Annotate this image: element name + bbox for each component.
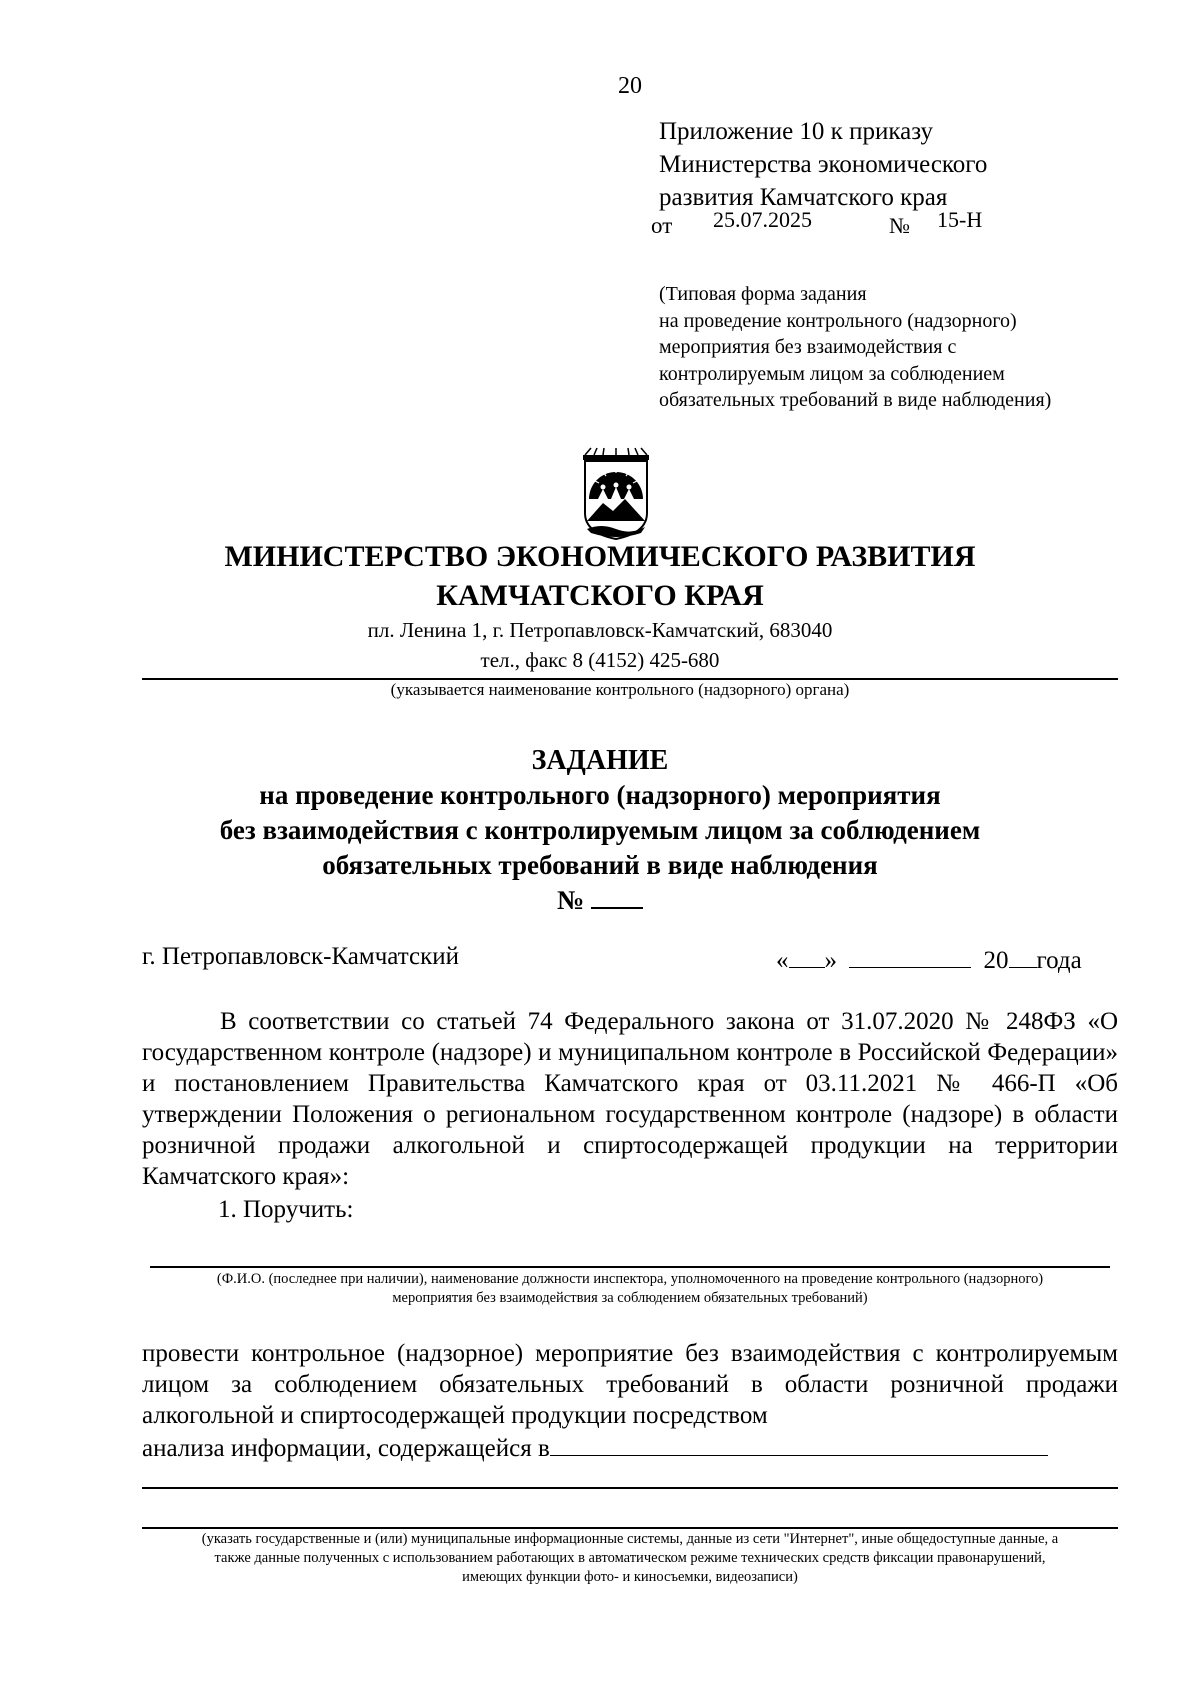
from-label: от xyxy=(651,213,673,238)
legal-basis-paragraph xyxy=(142,1006,1118,1192)
source-blank xyxy=(550,1431,1048,1456)
appendix-date-line xyxy=(651,207,983,239)
year-suffix: года xyxy=(1036,947,1082,974)
inspector-note xyxy=(150,1270,1110,1308)
source-blank-line-3 xyxy=(142,1527,1118,1529)
form-type-line: контролируемым лицом за соблюдением xyxy=(659,362,1005,385)
year-prefix: 20 xyxy=(983,947,1009,974)
kamchatka-coat-of-arms-icon xyxy=(581,447,651,540)
city: г. Петропавловск-Камчатский xyxy=(142,943,459,970)
source-blank-line-2 xyxy=(142,1487,1118,1489)
form-type-note xyxy=(659,281,1051,414)
inspector-note-line: мероприятия без взаимодействия за соблюдением обязательных требований) xyxy=(392,1290,868,1306)
form-type-line: мероприятия без взаимодействия с xyxy=(659,336,957,358)
form-type-line: (Типовая форма задания xyxy=(659,283,867,305)
ministry-contacts xyxy=(0,615,1200,675)
task-number-label: № xyxy=(557,885,585,915)
order-date: 25.07.2025 xyxy=(713,207,812,232)
organ-note: (указывается наименование контрольного (надзорного) органа) xyxy=(390,680,850,699)
task-title-line: на проведение контрольного (надзорного) мероприятия xyxy=(259,780,941,810)
inspector-note-line: (Ф.И.О. (последнее при наличии), наименование должности инспектора, уполномоченного на проведение контрольного (надзорного) xyxy=(216,1271,1044,1287)
inspector-blank-line xyxy=(150,1266,1110,1268)
task-number-row xyxy=(0,883,1200,918)
source-note-line: (указать государственные и (или) муниципальные информационные системы, данные из сети "Интернет", иные общедоступные данные, а xyxy=(201,1531,1059,1547)
ministry-phone: тел., факс 8 (4152) 425-680 xyxy=(480,648,720,672)
appendix-line: развития Камчатского края xyxy=(659,184,948,211)
task-title-line: обязательных требований в виде наблюдения xyxy=(322,850,878,880)
ministry-address: пл. Ленина 1, г. Петропавловск-Камчатский, 683040 xyxy=(367,618,833,642)
date-blank-line xyxy=(776,943,1082,975)
number-label: № xyxy=(889,213,910,238)
page-number: 20 xyxy=(618,73,642,99)
item-1-assign: 1. Поручить: xyxy=(218,1196,354,1223)
appendix-reference xyxy=(659,115,987,214)
quote-close: » xyxy=(824,947,837,974)
conduct-paragraph xyxy=(142,1338,1118,1464)
conduct-last-line xyxy=(142,1431,1118,1464)
appendix-line: Министерства экономического xyxy=(659,151,988,178)
year-blank xyxy=(1009,943,1037,968)
form-type-line: на проведение контрольного (надзорного) xyxy=(659,309,1017,332)
quote-open: « xyxy=(776,947,789,974)
task-number-blank xyxy=(591,885,643,909)
task-title xyxy=(0,743,1200,918)
conduct-text: провести контрольное (надзорное) мероприятие без взаимодействия с контролируемым лицом за соблюдением обязательных требований в области розничной продажи алкогольной и спиртосодержащей продукции посредством xyxy=(142,1340,1118,1429)
legal-basis-text: В соответствии со статьей 74 Федерального закона от 31.07.2020 № 248ФЗ «О государственном контроле (надзоре) и муниципальном контроле в Российской Федерации» и постановлением Правительства Камчатского края от 03.11.2021 № 466-П «Об утверждении Положения о региональном государственном контроле (надзоре) в области розничной продажи алкогольной и спиртосодержащей продукции на территории Камчатского края»: xyxy=(142,1008,1118,1190)
day-blank xyxy=(789,943,825,968)
ministry-name xyxy=(0,537,1200,615)
conduct-text-end: анализа информации, содержащейся в xyxy=(142,1435,550,1462)
source-note xyxy=(142,1530,1118,1587)
form-type-line: обязательных требований в виде наблюдения) xyxy=(659,389,1052,411)
month-blank xyxy=(849,943,971,968)
task-heading: ЗАДАНИЕ xyxy=(531,745,669,776)
ministry-name-line2: КАМЧАТСКОГО КРАЯ xyxy=(436,579,764,612)
source-note-line: имеющих функции фото- и киносъемки, видеозаписи) xyxy=(462,1569,798,1585)
source-note-line: также данные полученных с использованием работающих в автоматическом режиме технических средств фиксации правонарушений, xyxy=(214,1550,1046,1566)
order-number: 15-Н xyxy=(937,207,983,232)
task-title-line: без взаимодействия с контролируемым лицом за соблюдением xyxy=(219,815,981,845)
appendix-line: Приложение 10 к приказу xyxy=(659,118,934,145)
ministry-name-line1: МИНИСТЕРСТВО ЭКОНОМИЧЕСКОГО РАЗВИТИЯ xyxy=(224,540,976,573)
